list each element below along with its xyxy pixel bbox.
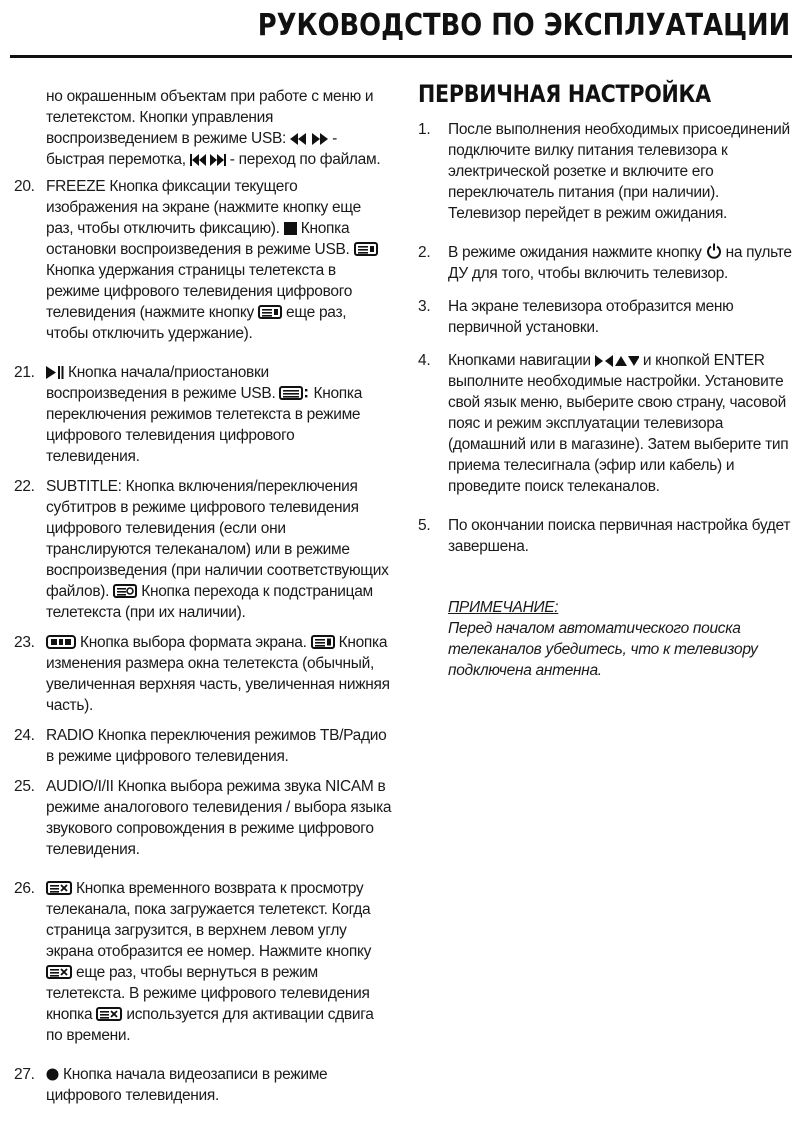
prev-next-icon bbox=[190, 154, 226, 166]
teletext-size-icon bbox=[311, 635, 335, 649]
item-text-2: Кнопка остановки воспроизведения в режиме USB. bbox=[46, 220, 350, 258]
item-text: Кнопка выбора формата экрана. bbox=[80, 634, 307, 651]
teletext-hold-icon bbox=[258, 305, 282, 319]
right-column bbox=[418, 80, 792, 681]
play-pause-icon bbox=[46, 366, 64, 379]
step-text-2: на пульте ДУ для того, чтобы включить телевизор. bbox=[448, 244, 792, 282]
item-text: Кнопка временного возврата к просмотру телеканала, пока загружается телетекст. Когда страница загрузится, в верхнем левом углу экрана отобразится ее номер. Нажмите кнопку bbox=[46, 880, 372, 960]
item-number: 23. bbox=[14, 634, 35, 651]
list-item-24 bbox=[14, 725, 392, 767]
list-item-21 bbox=[14, 362, 392, 467]
record-icon bbox=[46, 1068, 59, 1081]
teletext-cancel-icon bbox=[46, 965, 72, 979]
teletext-cancel-icon bbox=[96, 1007, 122, 1021]
fast-rewind-forward-icon bbox=[290, 133, 328, 145]
left-column bbox=[14, 86, 392, 1115]
page-header bbox=[0, 0, 800, 62]
list-item-26 bbox=[14, 878, 392, 1046]
step-text: После выполнения необходимых присоединений подключите вилку питания телевизора к электрической розетке и включите его переключатель питания (при наличии). Телевизор перейдет в режим ожидания. bbox=[448, 121, 790, 222]
section-title: ПЕРВИЧНАЯ НАСТРОЙКА bbox=[418, 80, 711, 108]
item-number: 25. bbox=[14, 778, 35, 795]
navigation-arrows-icon bbox=[595, 355, 639, 367]
screen-format-icon bbox=[46, 635, 76, 649]
item-text: RADIO Кнопка переключения режимов ТВ/Радио в режиме цифрового телевидения. bbox=[46, 727, 387, 765]
setup-step-2 bbox=[418, 242, 792, 284]
item-text-2: Кнопка переключения режимов телетекста в режиме цифрового телевидения цифрового телевидения. bbox=[46, 385, 363, 465]
item-number: 26. bbox=[14, 880, 35, 897]
subpage-icon bbox=[113, 584, 137, 598]
note-label: ПРИМЕЧАНИЕ: bbox=[448, 599, 559, 616]
item-number: 21. bbox=[14, 364, 35, 381]
item-text: FREEZE Кнопка фиксации текущего изображения на экране (нажмите кнопку еще раз, чтобы отключить фиксацию). bbox=[46, 178, 361, 237]
step-text: На экране телевизора отобразится меню первичной установки. bbox=[448, 298, 734, 336]
item-text: Кнопка начала/приостановки воспроизведения в режиме USB. bbox=[46, 364, 276, 402]
item-text: Кнопка начала видеозаписи в режиме цифрового телевидения. bbox=[46, 1066, 328, 1104]
item-text-2: Кнопка перехода к подстраницам телетекста (при их наличии). bbox=[46, 583, 373, 621]
page-title: РУКОВОДСТВО ПО ЭКСПЛУАТАЦИИ bbox=[257, 8, 790, 43]
item-number: 24. bbox=[14, 727, 35, 744]
list-item-22 bbox=[14, 476, 392, 623]
step-number: 5. bbox=[418, 517, 431, 534]
continued-text: но окрашенным объектам при работе с меню и телетекстом. Кнопки управления воспроизведением в режиме USB: bbox=[46, 88, 374, 147]
step-text: В режиме ожидания нажмите кнопку bbox=[448, 244, 702, 261]
continued-text-3: - переход по файлам. bbox=[229, 151, 381, 168]
item-number: 22. bbox=[14, 478, 35, 495]
teletext-mode-icon bbox=[279, 386, 309, 400]
step-number: 1. bbox=[418, 121, 431, 138]
item-text-2: еще раз, чтобы вернуться в режим телетекста. В режиме цифрового телевидения кнопка bbox=[46, 964, 370, 1023]
step-text-2: и кнопкой ENTER выполните необходимые настройки. Установите свой язык меню, выберите свою страну, часовой пояс и режим эксплуатации телевизора (домашний или в магазине). Затем выберите тип приема телесигнала (эфир или кабель) и проведите поиск телеканалов. bbox=[448, 352, 789, 495]
item-number: 27. bbox=[14, 1066, 35, 1083]
item-text-4: еще раз, чтобы отключить удержание). bbox=[46, 304, 347, 342]
step-number: 4. bbox=[418, 352, 431, 369]
step-number: 3. bbox=[418, 298, 431, 315]
setup-step-3 bbox=[418, 296, 792, 338]
list-item-25 bbox=[14, 776, 392, 860]
continued-item bbox=[14, 86, 392, 170]
list-item-27 bbox=[14, 1064, 392, 1106]
step-number: 2. bbox=[418, 244, 431, 261]
power-icon bbox=[706, 243, 722, 259]
item-text: AUDIO/I/II Кнопка выбора режима звука NICAM в режиме аналогового телевидения / выбора языка звукового сопровождения в режиме цифрового телевидения. bbox=[46, 778, 392, 858]
list-item-20 bbox=[14, 176, 392, 344]
header-rule bbox=[10, 55, 792, 58]
item-text-3: Кнопка удержания страницы телетекста в режиме цифрового телевидения цифрового телевидения (нажмите кнопку bbox=[46, 262, 353, 321]
item-text: SUBTITLE: Кнопка включения/переключения субтитров в режиме цифрового телевидения цифрового телевидения (если они транслируются телеканалом) или в режиме воспроизведения (при наличии соответствующих файлов). bbox=[46, 478, 389, 600]
stop-icon bbox=[284, 222, 297, 235]
item-text-2: Кнопка изменения размера окна телетекста (обычный, увеличенная верхняя часть, увеличенная нижняя часть). bbox=[46, 634, 390, 714]
note-text: Перед началом автоматического поиска телеканалов убедитесь, что к телевизору подключена антенна. bbox=[448, 620, 758, 679]
setup-step-5 bbox=[418, 515, 792, 557]
teletext-hold-icon bbox=[354, 242, 378, 256]
item-text-3: используется для активации сдвига по времени. bbox=[46, 1006, 374, 1044]
step-text: Кнопками навигации bbox=[448, 352, 591, 369]
setup-step-1 bbox=[418, 119, 792, 224]
item-number: 20. bbox=[14, 178, 35, 195]
teletext-cancel-icon bbox=[46, 881, 72, 895]
step-text: По окончании поиска первичная настройка будет завершена. bbox=[448, 517, 791, 555]
note bbox=[418, 597, 792, 681]
setup-step-4 bbox=[418, 350, 792, 497]
continued-text-2: - быстрая перемотка, bbox=[46, 130, 337, 168]
list-item-23 bbox=[14, 632, 392, 716]
